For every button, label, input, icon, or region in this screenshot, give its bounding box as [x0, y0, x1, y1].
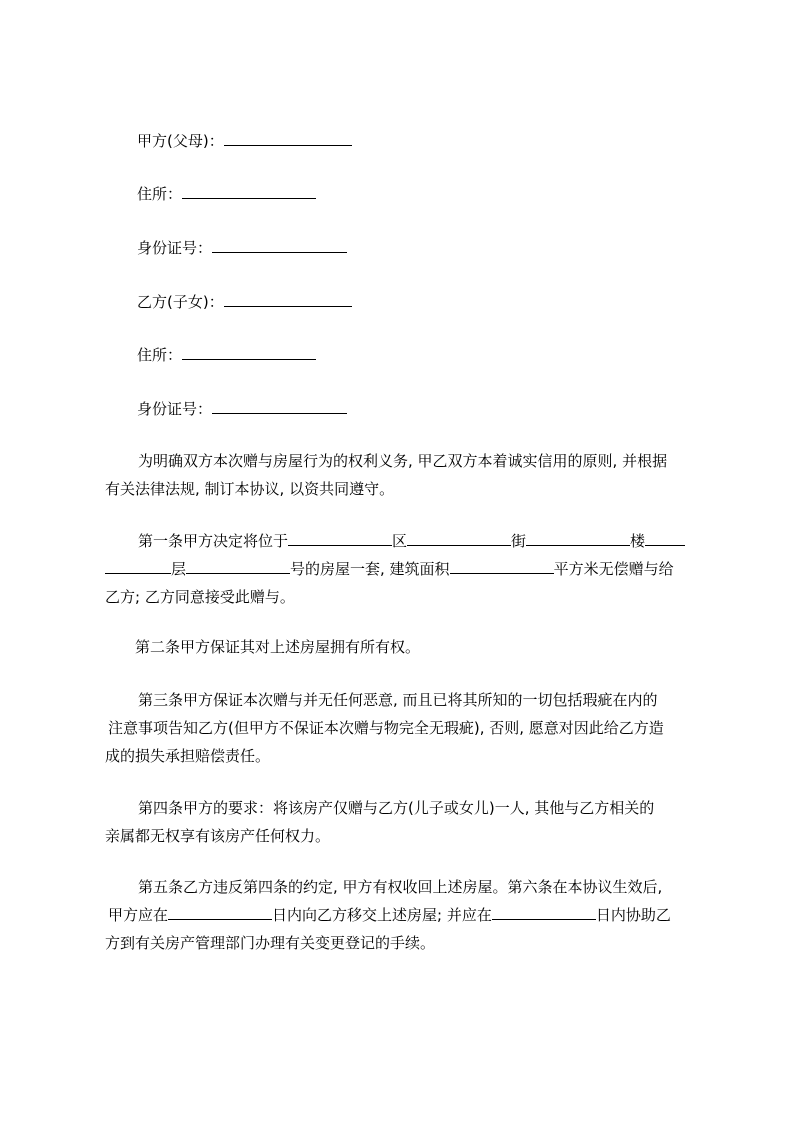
article-3-line-3: 成的损失承担赔偿责任。 [105, 747, 271, 765]
article-4-line-1: 第四条甲方的要求：将该房产仅赠与乙方(儿子或女儿)一人, 其他与乙方相关的 [138, 799, 655, 817]
registration-days-blank [492, 905, 596, 920]
article-5 [105, 873, 701, 957]
party-a-blank [224, 131, 352, 146]
article-4 [105, 794, 701, 850]
party-b-id-label: 身份证号： [137, 400, 213, 418]
article-5-line-1: 第五条乙方违反第四条的约定, 甲方有权收回上述房屋。第六条在本协议生效后, [138, 878, 663, 896]
district-blank [288, 531, 392, 546]
street-blank [407, 531, 511, 546]
preamble [105, 447, 701, 503]
article-5-line-3: 方到有关房产管理部门办理有关变更登记的手续。 [105, 934, 436, 952]
party-b-label: 乙方(子女)： [137, 293, 224, 311]
party-b-address-field [137, 345, 316, 365]
party-a-field [137, 131, 352, 151]
party-a-address-blank [182, 184, 316, 199]
article-1 [105, 527, 701, 611]
building-blank [526, 531, 630, 546]
article-1-line-3: 乙方; 乙方同意接受此赠与。 [105, 588, 295, 606]
article-5-part-1: 甲方应在 [108, 906, 169, 924]
article-3-line-2: 注意事项告知乙方(但甲方不保证本次赠与物完全无瑕疵), 否则, 愿意对因此给乙方造 [108, 719, 664, 737]
party-b-id-field [137, 399, 347, 419]
article-2 [105, 633, 701, 661]
article-1-part-3: 街 [511, 532, 527, 550]
party-b-address-blank [182, 345, 316, 360]
handover-days-blank [168, 905, 272, 920]
party-b-blank [224, 292, 352, 307]
party-a-id-field [137, 238, 347, 258]
party-a-address-label: 住所： [137, 185, 183, 203]
article-3-line-1: 第三条甲方保证本次赠与并无任何恶意, 而且已将其所知的一切包括瑕疵在内的 [138, 691, 658, 709]
article-1-part-6: 号的房屋一套, 建筑面积 [290, 560, 450, 578]
article-2-text: 第二条甲方保证其对上述房屋拥有所有权。 [135, 638, 421, 656]
preamble-line-2: 有关法律法规, 制订本协议, 以资共同遵守。 [105, 480, 395, 498]
party-b-address-label: 住所： [137, 346, 183, 364]
party-a-address-field [137, 184, 316, 204]
article-1-part-1: 第一条甲方决定将位于 [138, 532, 289, 550]
article-5-part-2: 日内向乙方移交上述房屋; 并应在 [272, 906, 492, 924]
area-blank [450, 559, 554, 574]
article-1-part-7: 平方米无偿赠与给 [553, 560, 674, 578]
article-1-part-2: 区 [392, 532, 408, 550]
party-a-id-label: 身份证号： [137, 239, 213, 257]
floor-blank [105, 559, 171, 574]
building-blank-tail [645, 531, 685, 546]
preamble-line-1: 为明确双方本次赠与房屋行为的权利义务, 甲乙双方本着诚实信用的原则, 并根据 [138, 452, 668, 470]
article-1-line-2 [105, 555, 701, 583]
room-number-blank [186, 559, 290, 574]
article-5-line-2 [105, 901, 701, 929]
party-b-field [137, 292, 352, 312]
party-b-id-blank [212, 399, 347, 414]
article-5-part-3: 日内协助乙 [595, 906, 671, 924]
article-1-part-4: 楼 [630, 532, 646, 550]
article-3 [105, 686, 701, 770]
party-a-label: 甲方(父母)： [137, 132, 224, 150]
article-1-line-1 [105, 527, 701, 555]
party-a-id-blank [212, 238, 347, 253]
article-1-part-5: 层 [171, 560, 187, 578]
article-4-line-2: 亲属都无权享有该房产任何权力。 [105, 827, 331, 845]
